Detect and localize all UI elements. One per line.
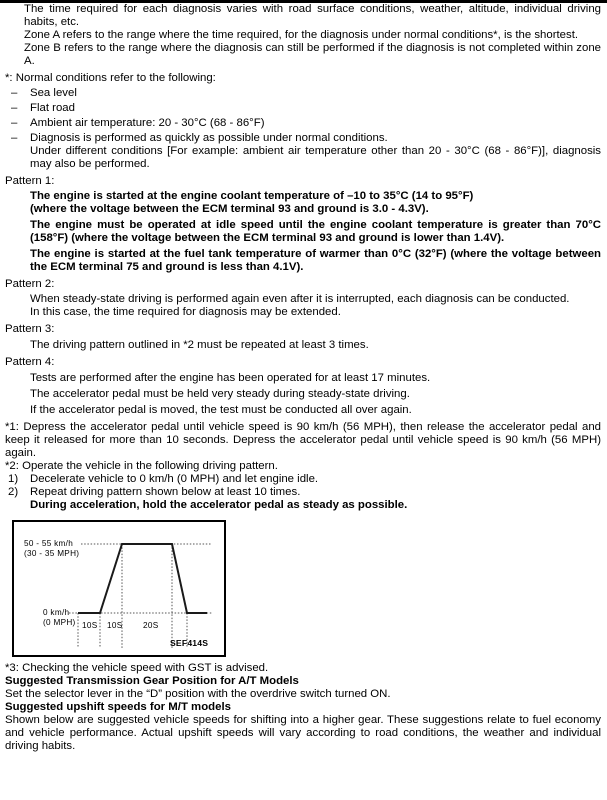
pattern-3-heading: Pattern 3: [5,323,55,335]
chart-segment-label-2: 10S [107,621,123,630]
normal-conditions-item-2-label: Flat road [30,102,75,114]
pattern-2-heading: Pattern 2: [5,278,55,290]
normal-conditions-heading: *: Normal conditions refer to the following: [5,72,216,84]
normal-conditions-item-1 [0,87,607,100]
normal-conditions-item-4-label: Diagnosis is performed as quickly as possible under normal conditions. [30,132,388,144]
mt-models-heading: Suggested upshift speeds for M/T models [5,701,231,713]
normal-conditions-item-2 [0,102,607,115]
pattern-2-line-1: When steady-state driving is performed again even after it is interrupted, each diagnosis can be conducted. [30,293,570,305]
chart-high-speed-label-kmh: 50 - 55 km/h [24,539,74,548]
normal-conditions-item-1-label: Sea level [30,87,77,99]
pattern-1-line-3: The engine must be operated at idle speed until the engine coolant temperature is greater than 70°C (158°F) (where the voltage between the ECM terminal 93 and ground is lower than 1.4V). [30,219,601,244]
dash-bullet-icon: – [11,87,18,99]
vehicle-speed-trace [78,544,207,613]
dash-bullet-icon: – [11,102,18,114]
intro-paragraph-3: Zone B refers to the range where the diagnosis can still be performed if the diagnosis is not completed within zone A. [24,42,601,67]
chart-zero-speed-label-kmh: 0 km/h [43,608,70,617]
step-item-2 [0,486,607,499]
intro-paragraph-2: Zone A refers to the range where the time required, for the diagnosis under normal conditions*, is the shortest. [24,29,579,41]
dash-bullet-icon: – [11,132,18,144]
pattern-1-heading: Pattern 1: [5,175,55,187]
pattern-4-line-3: If the accelerator pedal is moved, the test must be conducted all over again. [30,404,412,416]
chart-zero-speed-label-mph: (0 MPH) [43,618,76,627]
normal-conditions-item-4-continuation: Under different conditions [For example: ambient air temperature other than 20 - 30°C (68 - 86°F)], diagnosis may also be performed. [30,145,601,170]
pattern-3-line-1: The driving pattern outlined in *2 must be repeated at least 3 times. [30,339,369,351]
chart-segment-label-1: 10S [82,621,98,630]
chart-high-speed-label-mph: (30 - 35 MPH) [24,549,80,558]
normal-conditions-item-4 [0,132,607,145]
step-2-number: 2) [8,486,19,498]
normal-conditions-item-3 [0,117,607,130]
step-1-number: 1) [8,473,19,485]
document-content [0,3,607,753]
pattern-1-line-1: The engine is started at the engine coolant temperature of –10 to 35°C (14 to 95°F) [30,190,474,202]
at-models-body: Set the selector lever in the “D” position with the overdrive switch turned ON. [5,688,391,700]
intro-paragraph-1: The time required for each diagnosis varies with road surface conditions, weather, altitude, individual driving habits, etc. [24,3,601,28]
pattern-4-line-2: The accelerator pedal must be held very steady during steady-state driving. [30,388,410,400]
steps-bold-note: During acceleration, hold the accelerator pedal as steady as possible. [30,499,408,511]
at-models-heading: Suggested Transmission Gear Position for A/T Models [5,675,299,687]
footnote-2: *2: Operate the vehicle in the following driving pattern. [5,460,278,472]
dash-bullet-icon: – [11,117,18,129]
mt-models-body: Shown below are suggested vehicle speeds for shifting into a higher gear. These suggestions relate to fuel economy and vehicle performance. Actual upshift speeds will vary according to road conditions, the weather and individual driving habits. [5,714,601,752]
driving-pattern-figure [12,520,226,657]
pattern-2-line-2: In this case, the time required for diagnosis may be extended. [30,306,341,318]
step-2-label: Repeat driving pattern shown below at least 10 times. [30,486,301,498]
pattern-4-line-1: Tests are performed after the engine has been operated for at least 17 minutes. [30,372,431,384]
step-1-label: Decelerate vehicle to 0 km/h (0 MPH) and let engine idle. [30,473,319,485]
pattern-1-line-2: (where the voltage between the ECM terminal 93 and ground is 3.0 - 4.3V). [30,203,429,215]
normal-conditions-item-3-label: Ambient air temperature: 20 - 30°C (68 - 86°F) [30,117,265,129]
footnote-1: *1: Depress the accelerator pedal until vehicle speed is 90 km/h (56 MPH), then release the accelerator pedal and keep it released for more than 10 seconds. Depress the accelerator pedal until vehicle speed is 90 km/h (56 MPH) again. [5,421,601,459]
chart-segment-label-3: 20S [143,621,159,630]
pattern-1-line-4: The engine is started at the fuel tank temperature of warmer than 0°C (32°F) (where the voltage between the ECM terminal 75 and ground is less than 4.1V). [30,248,601,273]
figure-code-label: SEF414S [170,638,209,648]
step-item-1 [0,473,607,486]
pattern-4-heading: Pattern 4: [5,356,55,368]
footnote-3: *3: Checking the vehicle speed with GST is advised. [5,662,269,674]
